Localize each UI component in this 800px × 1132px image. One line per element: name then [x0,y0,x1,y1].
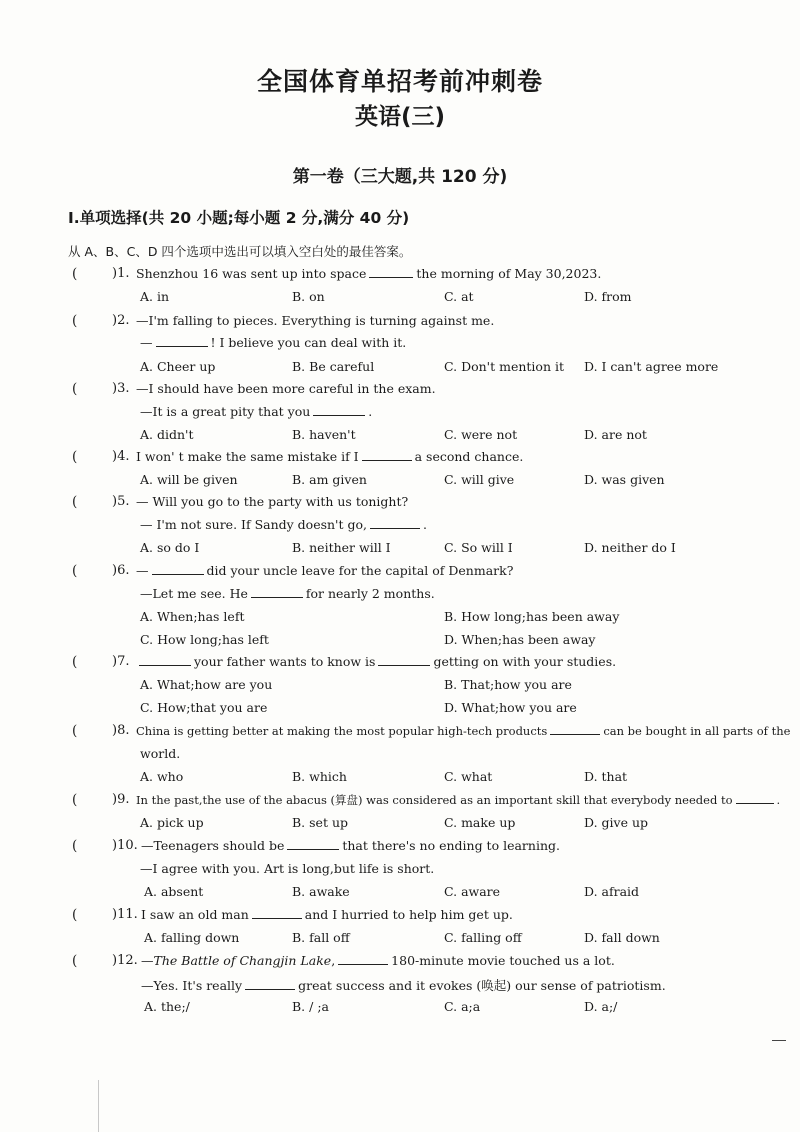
option-d[interactable]: D. What;how you are [444,700,577,715]
question-line: —I'm falling to pieces. Everything is turning against me. [136,313,495,328]
option-a[interactable]: A. absent [144,884,204,899]
answer-blank[interactable] [338,953,388,965]
question-number: )5. [112,494,130,509]
answer-blank[interactable] [313,404,365,416]
question-line: — I'm not sure. If Sandy doesn't go, . [140,517,427,532]
question-number: )6. [112,563,130,578]
answer-bracket[interactable]: ( [72,907,78,923]
section-heading: Ⅰ.单项选择(共 20 小题;每小题 2 分,满分 40 分) [68,209,410,227]
question-line: —Teenagers should be that there's no ending to learning. [141,838,560,853]
question-line: world. [140,746,181,761]
option-a[interactable]: A. Cheer up [140,359,216,374]
answer-blank[interactable] [370,517,420,529]
option-d[interactable]: D. afraid [584,884,640,899]
question-number: )2. [112,313,130,328]
option-c[interactable]: C. what [444,769,493,784]
option-b[interactable]: B. haven't [292,427,356,442]
option-a[interactable]: A. falling down [144,930,240,945]
answer-bracket[interactable]: ( [72,449,78,465]
answer-blank[interactable] [152,563,204,575]
answer-bracket[interactable]: ( [72,792,78,808]
answer-bracket[interactable]: ( [72,494,78,510]
question-number: )4. [112,449,130,464]
option-d[interactable]: D. a;/ [584,999,618,1014]
question-line: In the past,the use of the abacus (算盘) was considered as an important skill that everybody needed to . [136,793,781,807]
question-number: )12. [112,953,138,968]
question-line: —Yes. It's really great success and it evokes (唤起) our sense of patriotism. [141,978,666,993]
option-a[interactable]: A. will be given [140,472,238,487]
question-number: )7. [112,654,130,669]
answer-blank[interactable] [550,723,600,735]
option-a[interactable]: A. so do I [140,540,200,555]
option-c[interactable]: C. How;that you are [140,700,268,715]
option-b[interactable]: B. / ;a [292,999,329,1014]
option-b[interactable]: B. neither will I [292,540,391,555]
option-d[interactable]: D. from [584,289,632,304]
option-d[interactable]: D. fall down [584,930,660,945]
question-line: —The Battle of Changjin Lake, 180-minute movie touched us a lot. [141,953,615,968]
question-line: Shenzhou 16 was sent up into space the morning of May 30,2023. [136,266,602,281]
option-c[interactable]: C. aware [444,884,501,899]
option-b[interactable]: B. fall off [292,930,350,945]
option-c[interactable]: C. make up [444,815,516,830]
question-number: )3. [112,381,130,396]
answer-bracket[interactable]: ( [72,838,78,854]
question-line: —I should have been more careful in the exam. [136,381,436,396]
option-b[interactable]: B. on [292,289,325,304]
question-number: )1. [112,266,130,281]
option-d[interactable]: D. that [584,769,628,784]
answer-bracket[interactable]: ( [72,953,78,969]
question-number: )9. [112,792,130,807]
part-heading: 第一卷（三大题,共 120 分) [292,167,508,187]
answer-bracket[interactable]: ( [72,654,78,670]
option-b[interactable]: B. set up [292,815,348,830]
answer-blank[interactable] [736,792,774,804]
answer-bracket[interactable]: ( [72,563,78,579]
option-a[interactable]: A. When;has left [140,609,245,624]
answer-blank[interactable] [287,838,339,850]
answer-blank[interactable] [378,654,430,666]
question-line: I saw an old man and I hurried to help him get up. [141,907,513,922]
exam-subtitle: 英语(三) [354,104,446,130]
option-b[interactable]: B. awake [292,884,350,899]
option-a[interactable]: A. didn't [140,427,194,442]
option-d[interactable]: D. I can't agree more [584,359,719,374]
option-d[interactable]: D. When;has been away [444,632,596,647]
option-b[interactable]: B. That;how you are [444,677,572,692]
answer-blank[interactable] [139,654,191,666]
question-line: I won' t make the same mistake if I a second chance. [136,449,524,464]
option-b[interactable]: B. Be careful [292,359,375,374]
answer-blank[interactable] [369,266,413,278]
question-line: — ! I believe you can deal with it. [140,335,407,350]
answer-bracket[interactable]: ( [72,313,78,329]
option-c[interactable]: C. How long;has left [140,632,269,647]
option-a[interactable]: A. What;how are you [140,677,273,692]
option-d[interactable]: D. are not [584,427,647,442]
section-instruction: 从 A、B、C、D 四个选项中选出可以填入空白处的最佳答案。 [68,244,412,259]
page-mark [772,1040,786,1041]
question-line: —Let me see. He for nearly 2 months. [140,586,435,601]
option-d[interactable]: D. was given [584,472,665,487]
option-b[interactable]: B. which [292,769,347,784]
question-line: — did your uncle leave for the capital of Denmark? [136,563,514,578]
question-number: )11. [112,907,138,922]
answer-bracket[interactable]: ( [72,266,78,282]
exam-title: 全国体育单招考前冲刺卷 [256,67,543,96]
option-a[interactable]: A. pick up [140,815,204,830]
option-b[interactable]: B. am given [292,472,367,487]
question-number: )10. [112,838,138,853]
answer-bracket[interactable]: ( [72,381,78,397]
option-a[interactable]: A. who [140,769,184,784]
scan-margin-line [98,1080,99,1132]
question-line: —I agree with you. Art is long,but life is short. [140,861,435,876]
question-line: —It is a great pity that you . [140,404,373,419]
answer-blank[interactable] [252,907,302,919]
option-d[interactable]: D. neither do I [584,540,676,555]
option-c[interactable]: C. So will I [444,540,513,555]
answer-bracket[interactable]: ( [72,723,78,739]
option-c[interactable]: C. will give [444,472,515,487]
answer-blank[interactable] [251,586,303,598]
answer-blank[interactable] [156,335,208,347]
question-line: China is getting better at making the most popular high-tech products can be bought in all parts of the [136,724,791,738]
option-d[interactable]: D. give up [584,815,649,830]
option-c[interactable]: C. falling off [444,930,522,945]
option-b[interactable]: B. How long;has been away [444,609,620,624]
answer-blank[interactable] [362,449,412,461]
option-c[interactable]: C. a;a [444,999,481,1014]
option-c[interactable]: C. Don't mention it [444,359,564,374]
question-line: your father wants to know is getting on with your studies. [136,654,616,669]
option-a[interactable]: A. the;/ [144,999,190,1014]
option-c[interactable]: C. were not [444,427,518,442]
question-line: — Will you go to the party with us tonight? [136,494,409,509]
question-number: )8. [112,723,130,738]
option-c[interactable]: C. at [444,289,474,304]
answer-blank[interactable] [245,978,295,990]
option-a[interactable]: A. in [140,289,170,304]
